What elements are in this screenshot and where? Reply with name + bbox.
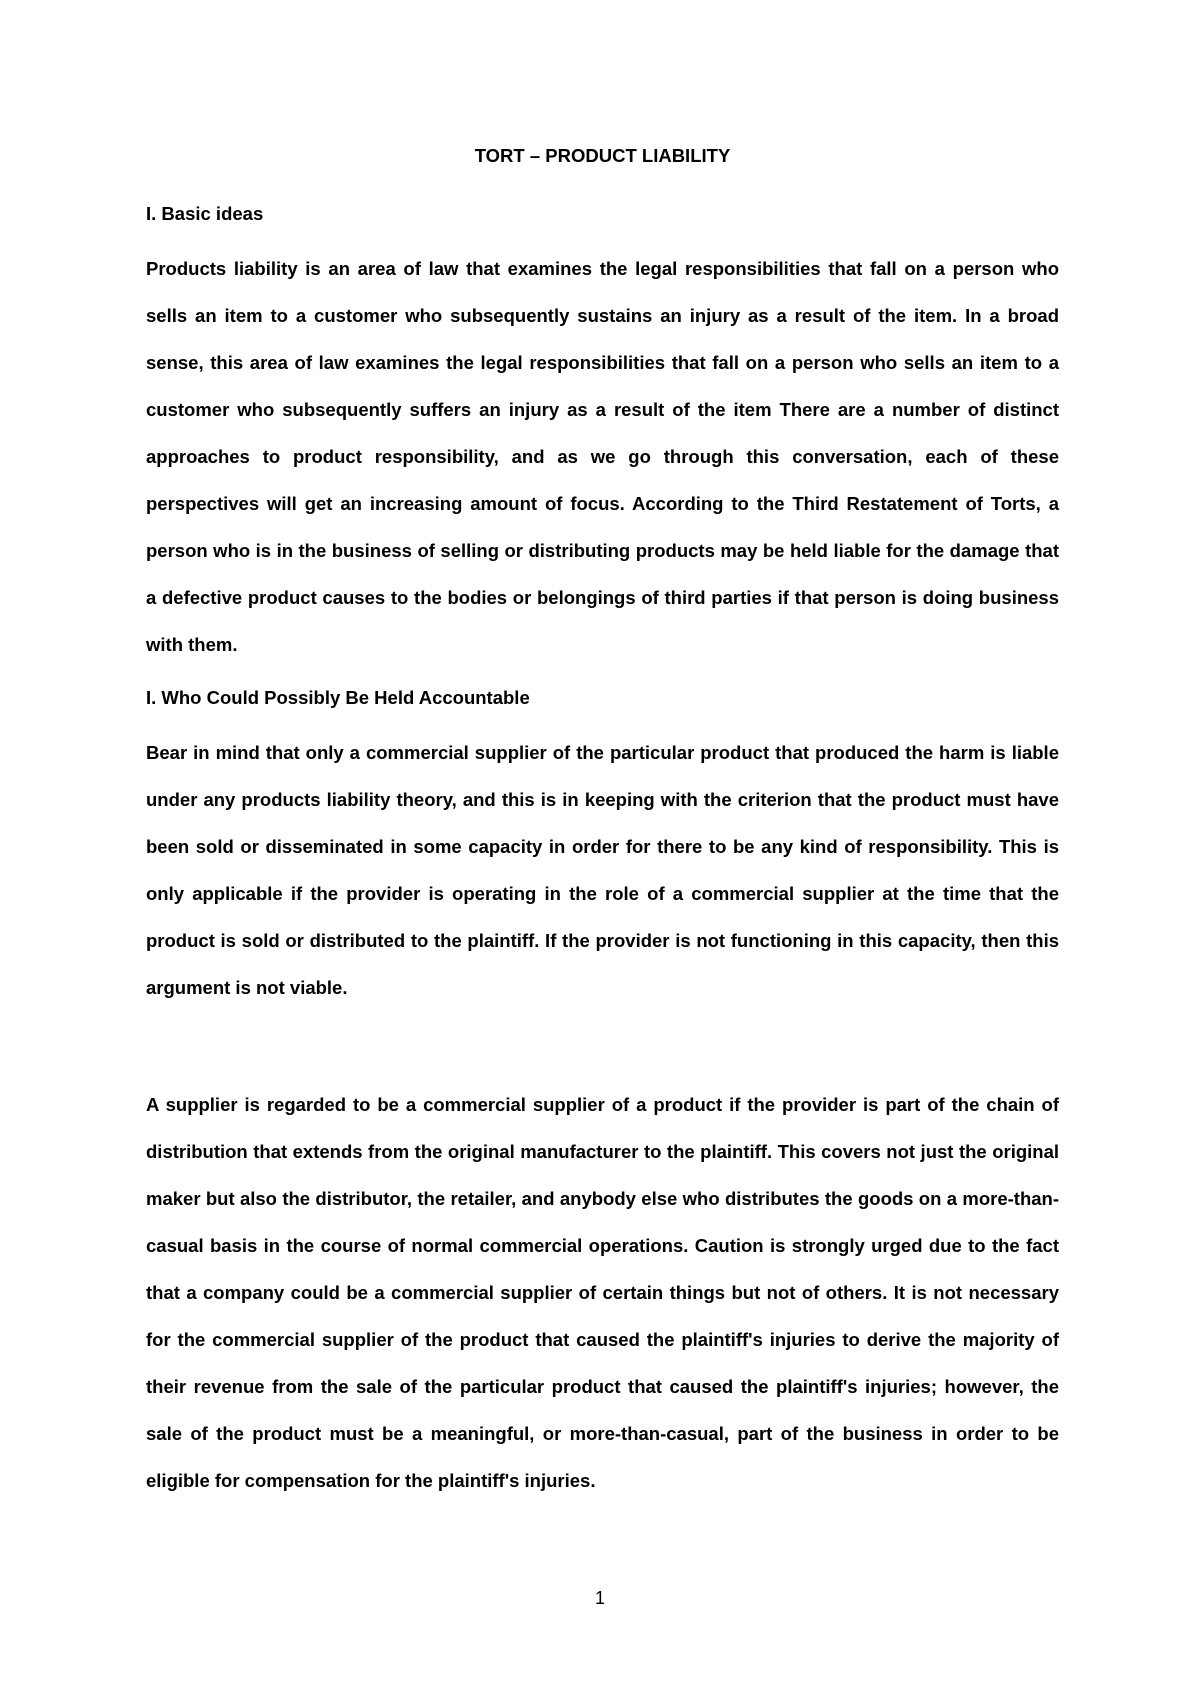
paragraph-commercial-supplier-definition: A supplier is regarded to be a commercial supplier of a product if the provider is part of the chain of distribution that extends from the original manufacturer to the plaintiff. This covers not just the original maker but also the distributor, the retailer, and anybody else who distributes the goods on a more-than-casual basis in the course of normal commercial operations. Caution is strongly urged due to the fact that a company could be a commercial supplier of certain things but not of others. It is not necessary for the commercial supplier of the product that caused the plaintiff's injuries to derive the majority of their revenue from the sale of the particular product that caused the plaintiff's injuries; however, the sale of the product must be a meaningful, or more-than-casual, part of the business in order to be eligible for compensation for the plaintiff's injuries. bbox=[146, 1094, 1059, 1491]
paragraph-products-liability: Products liability is an area of law that examines the legal responsibilities that fall on a person who sells an item to a customer who subsequently sustains an injury as a result of the item. In a broad sense, this area of law examines the legal responsibilities that fall on a person who sells an item to a customer who subsequently suffers an injury as a result of the item There are a number of distinct approaches to product responsibility, and as we go through this conversation, each of these perspectives will get an increasing amount of focus. According to the Third Restatement of Torts, a person who is in the business of selling or distributing products may be held liable for the damage that a defective product causes to the bodies or belongings of third parties if that person is doing business with them. bbox=[146, 258, 1059, 655]
document-title: TORT – PRODUCT LIABILITY bbox=[474, 145, 731, 166]
document-body bbox=[146, 144, 1059, 1504]
paragraph-commercial-supplier-liability: Bear in mind that only a commercial supplier of the particular product that produced the harm is liable under any products liability theory, and this is in keeping with the criterion that the product must have been sold or disseminated in some capacity in order for there to be any kind of responsibility. This is only applicable if the provider is operating in the role of a commercial supplier at the time that the product is sold or distributed to the plaintiff. If the provider is not functioning in this capacity, then this argument is not viable. bbox=[146, 742, 1059, 998]
section-heading-basic-ideas: I. Basic ideas bbox=[146, 203, 264, 224]
page-number: 1 bbox=[594, 1588, 605, 1608]
section-heading-accountable: I. Who Could Possibly Be Held Accountable bbox=[146, 687, 530, 708]
